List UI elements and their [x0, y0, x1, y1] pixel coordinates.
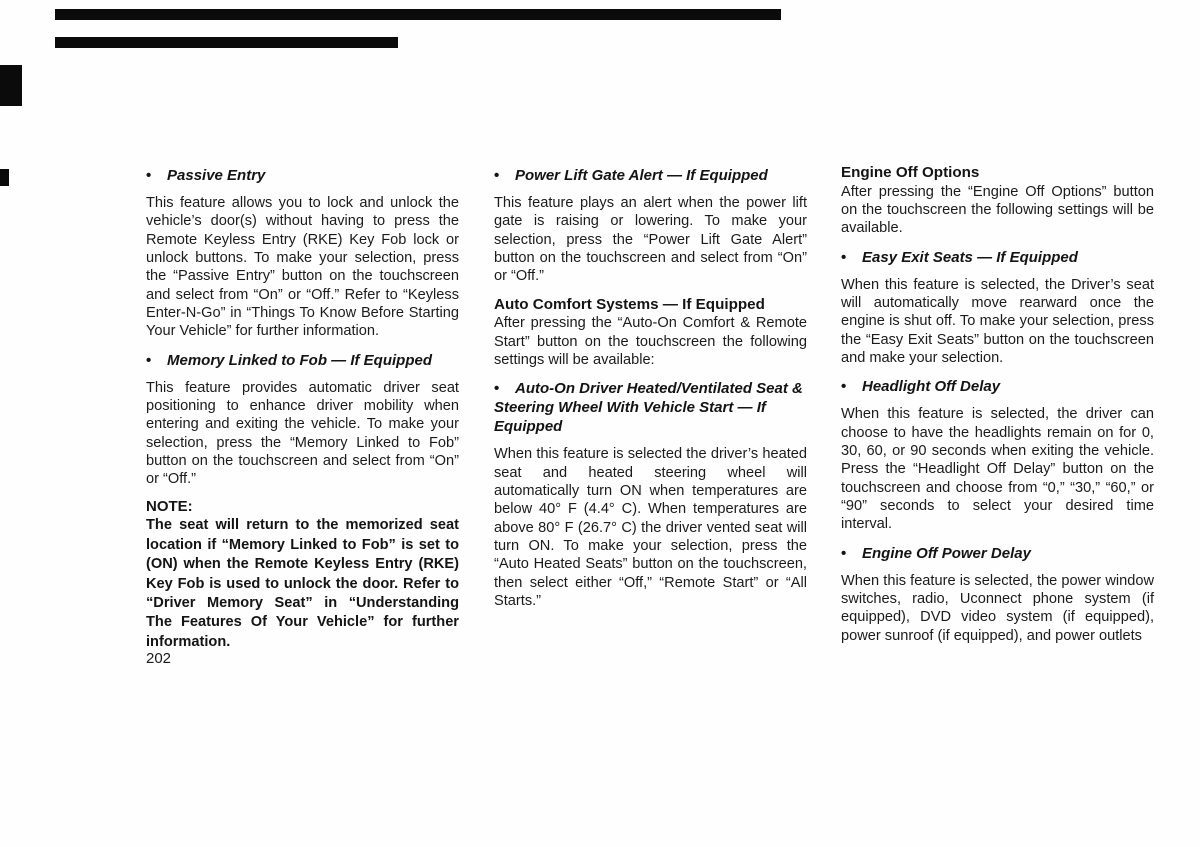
bullet-icon: •	[494, 167, 500, 184]
paragraph-passive-entry: This feature allows you to lock and unlock the vehicle’s door(s) without having to press the Remote Keyless Entry (RKE) Key Fob lock or unlock buttons. To make your selection, press the “Passive Entry” button on the touchscreen and select from “On” or “Off.” Refer to “Keyless Enter-N-Go” in “Things To Know Before Starting Your Vehicle” for further information.	[146, 195, 459, 340]
feature-heading-headlight-off-delay	[841, 377, 1154, 396]
bullet-icon: •	[841, 378, 847, 396]
feature-heading-easy-exit-seats	[841, 248, 1154, 267]
feature-heading-label: Engine Off Power Delay	[862, 544, 1031, 562]
paragraph-auto-on-seat: When this feature is selected the driver’s heated seat and heated steering wheel will automatically turn ON when temperatures are below 40° F (4.4° C). When temperatures are above 80° F (26.7° C) the driver vented seat will turn ON. To make your selection, press the “Auto Heated Seats” button on the touchscreen, then select either “Off,” “Remote Start” or “All Starts.”	[494, 446, 807, 609]
paragraph-easy-exit-seats: When this feature is selected, the Driver’s seat will automatically move rearward once the engine is shut off. To make your selection, press the “Easy Exit Seats” button on the touchscreen and make your selection.	[841, 276, 1154, 366]
feature-heading-memory-linked	[146, 351, 459, 370]
feature-heading-power-lift-gate	[494, 166, 807, 185]
column-left	[146, 166, 459, 661]
paragraph-memory-linked: This feature provides automatic driver seat positioning to enhance driver mobility when entering and exiting the vehicle. To make your selection, press the “Memory Linked to Fob” button on the touchscreen and select from “On” or “Off.”	[146, 379, 459, 488]
feature-heading-engine-off-power-delay	[841, 544, 1154, 563]
paragraph-engine-off-power-delay: When this feature is selected, the power window switches, radio, Uconnect phone system (if equipped), DVD video system (if equipped), power sunroof (if equipped), and power outlets	[841, 572, 1154, 644]
feature-heading-label: Headlight Off Delay	[862, 378, 1001, 396]
feature-heading-label: Passive Entry	[167, 167, 266, 184]
feature-heading-label: Easy Exit Seats — If Equipped	[862, 248, 1078, 266]
feature-heading-auto-on-seat	[494, 379, 807, 436]
feature-heading-label: Auto-On Driver Heated/Ventilated Seat & Steering Wheel With Vehicle Start — If Equipped	[494, 380, 803, 436]
feature-heading-passive-entry	[146, 166, 459, 185]
note-label: NOTE:	[146, 497, 193, 515]
section-heading-engine-off-options: Engine Off Options	[841, 164, 980, 181]
bullet-icon: •	[146, 351, 152, 369]
note-paragraph: The seat will return to the memorized seat location if “Memory Linked to Fob” is set to (ON) when the Remote Keyless Entry (RKE) Key Fob is used to unlock the door. Refer to “Driver Memory Seat” in “Understanding The Features Of Your Vehicle” for further information.	[146, 517, 459, 650]
page-number: 202	[146, 650, 172, 667]
paragraph-power-lift-gate: This feature plays an alert when the power lift gate is raising or lowering. To make your selection, press the “Power Lift Gate Alert” button on the touchscreen and select from “On” or “Off.”	[494, 195, 807, 285]
paragraph-headlight-off-delay: When this feature is selected, the driver can choose to have the headlights remain on for 0, 30, 60, or 90 seconds when exiting the vehicle. Press the “Headlight Off Delay” button on the touchscreen and choose from “0,” “30,” “60,” or “90” seconds to select your desired time interval.	[841, 406, 1154, 533]
scan-artifact-bar-top	[55, 9, 781, 20]
bullet-icon: •	[841, 544, 847, 562]
feature-heading-label: Memory Linked to Fob — If Equipped	[167, 351, 432, 369]
feature-heading-label: Power Lift Gate Alert — If Equipped	[515, 167, 768, 184]
section-heading-auto-comfort: Auto Comfort Systems — If Equipped	[494, 295, 765, 313]
bullet-icon: •	[146, 167, 152, 184]
bullet-icon: •	[841, 248, 847, 266]
column-middle	[494, 166, 807, 619]
scan-artifact-edge-mark	[0, 169, 9, 186]
bullet-icon: •	[494, 380, 500, 398]
column-right	[841, 164, 1154, 654]
scan-artifact-edge-block	[0, 65, 22, 106]
scan-artifact-bar-second	[55, 37, 398, 48]
paragraph-auto-comfort: After pressing the “Auto-On Comfort & Remote Start” button on the touchscreen the following settings will be available:	[494, 315, 807, 368]
paragraph-engine-off-options: After pressing the “Engine Off Options” button on the touchscreen the following settings will be available.	[841, 183, 1154, 237]
